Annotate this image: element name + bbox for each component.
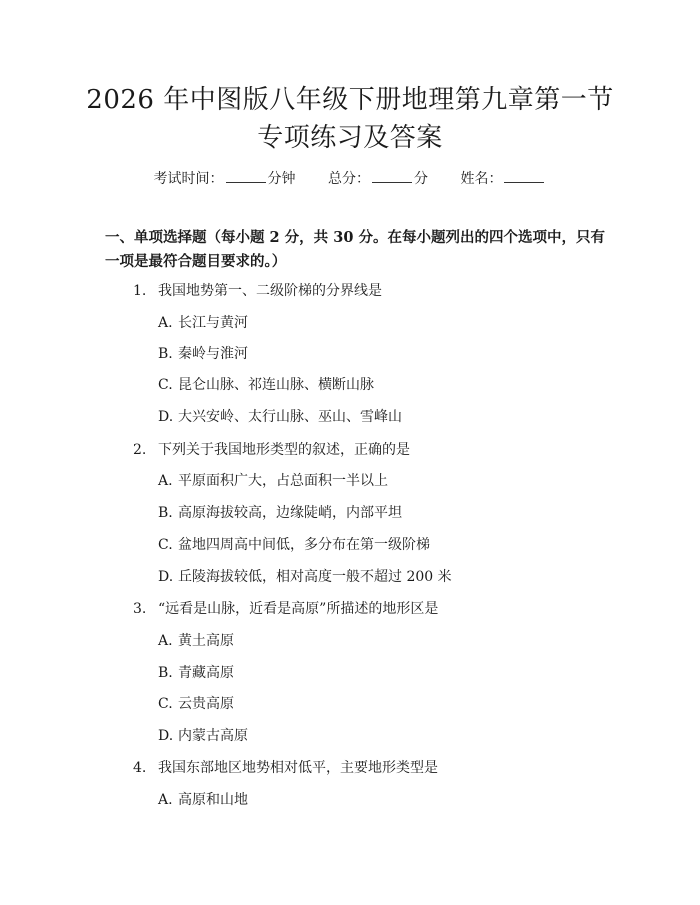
- section-heading: 一、单项选择题（每小题 2 分，共 30 分。在每小题列出的四个选项中，只有一项是最符合题目要求的。）: [105, 229, 605, 270]
- option-letter: D.: [158, 569, 174, 585]
- question-text: “远看是山脉，近看是高原”所描述的地形区是: [158, 601, 439, 617]
- total-score-label: 总分：: [328, 171, 370, 187]
- option-3a: [158, 631, 234, 651]
- option-letter: B.: [158, 346, 173, 362]
- page-title-line-2: 专项练习及答案: [257, 123, 443, 153]
- option-2d: [158, 567, 452, 587]
- option-3b: [158, 663, 234, 683]
- option-text: 平原面积广大，占总面积一半以上: [178, 473, 388, 489]
- option-3c: [158, 694, 234, 714]
- option-2c: [158, 535, 430, 555]
- total-score-unit: 分: [414, 171, 428, 187]
- option-text: 高原海拔较高，边缘陡峭，内部平坦: [178, 505, 402, 521]
- option-letter: C.: [158, 377, 173, 393]
- total-score-blank: [372, 168, 412, 183]
- question-number: 1.: [133, 283, 147, 299]
- option-text: 昆仑山脉、祁连山脉、横断山脉: [178, 377, 374, 393]
- option-1d: [158, 407, 402, 427]
- option-1a: [158, 313, 248, 333]
- total-score-field: [328, 168, 428, 189]
- question-2: [133, 440, 410, 460]
- option-text: 盆地四周高中间低，多分布在第一级阶梯: [178, 537, 430, 553]
- exam-time-label: 考试时间：: [153, 171, 224, 187]
- option-text: 内蒙古高原: [178, 728, 248, 744]
- option-text: 云贵高原: [178, 696, 234, 712]
- option-letter: C.: [158, 537, 173, 553]
- question-3: [133, 599, 438, 619]
- option-1c: [158, 375, 374, 395]
- option-letter: A.: [158, 315, 173, 331]
- exam-time-field: [154, 168, 296, 189]
- option-1b: [158, 344, 248, 364]
- option-letter: B.: [158, 665, 173, 681]
- question-number: 2.: [133, 442, 147, 458]
- option-text: 丘陵海拔较低，相对高度一般不超过 200 米: [178, 569, 452, 585]
- page-title-line-1: 2026 年中图版八年级下册地理第九章第一节: [86, 85, 614, 115]
- option-letter: A.: [158, 633, 173, 649]
- name-field: [460, 168, 546, 189]
- option-letter: D.: [158, 728, 174, 744]
- option-text: 大兴安岭、太行山脉、巫山、雪峰山: [178, 409, 402, 425]
- option-text: 秦岭与淮河: [178, 346, 248, 362]
- option-4a: [158, 790, 248, 810]
- option-text: 长江与黄河: [178, 315, 248, 331]
- option-letter: A.: [158, 473, 173, 489]
- exam-meta: [0, 168, 700, 189]
- question-1: [133, 281, 382, 301]
- question-text: 下列关于我国地形类型的叙述，正确的是: [158, 442, 410, 458]
- option-letter: B.: [158, 505, 173, 521]
- option-text: 黄土高原: [178, 633, 234, 649]
- question-text: 我国东部地区地势相对低平，主要地形类型是: [158, 760, 438, 776]
- option-2b: [158, 503, 402, 523]
- option-text: 青藏高原: [178, 665, 234, 681]
- question-number: 3.: [133, 601, 147, 617]
- exam-time-unit: 分钟: [267, 171, 296, 187]
- question-4: [133, 758, 438, 778]
- name-label: 姓名：: [460, 171, 503, 187]
- name-blank: [504, 168, 544, 183]
- option-3d: [158, 726, 248, 746]
- option-letter: A.: [158, 792, 173, 808]
- option-text: 高原和山地: [178, 792, 248, 808]
- option-letter: D.: [158, 409, 174, 425]
- question-number: 4.: [133, 760, 147, 776]
- option-2a: [158, 471, 388, 491]
- option-letter: C.: [158, 696, 173, 712]
- exam-time-blank: [226, 168, 266, 183]
- question-text: 我国地势第一、二级阶梯的分界线是: [158, 283, 382, 299]
